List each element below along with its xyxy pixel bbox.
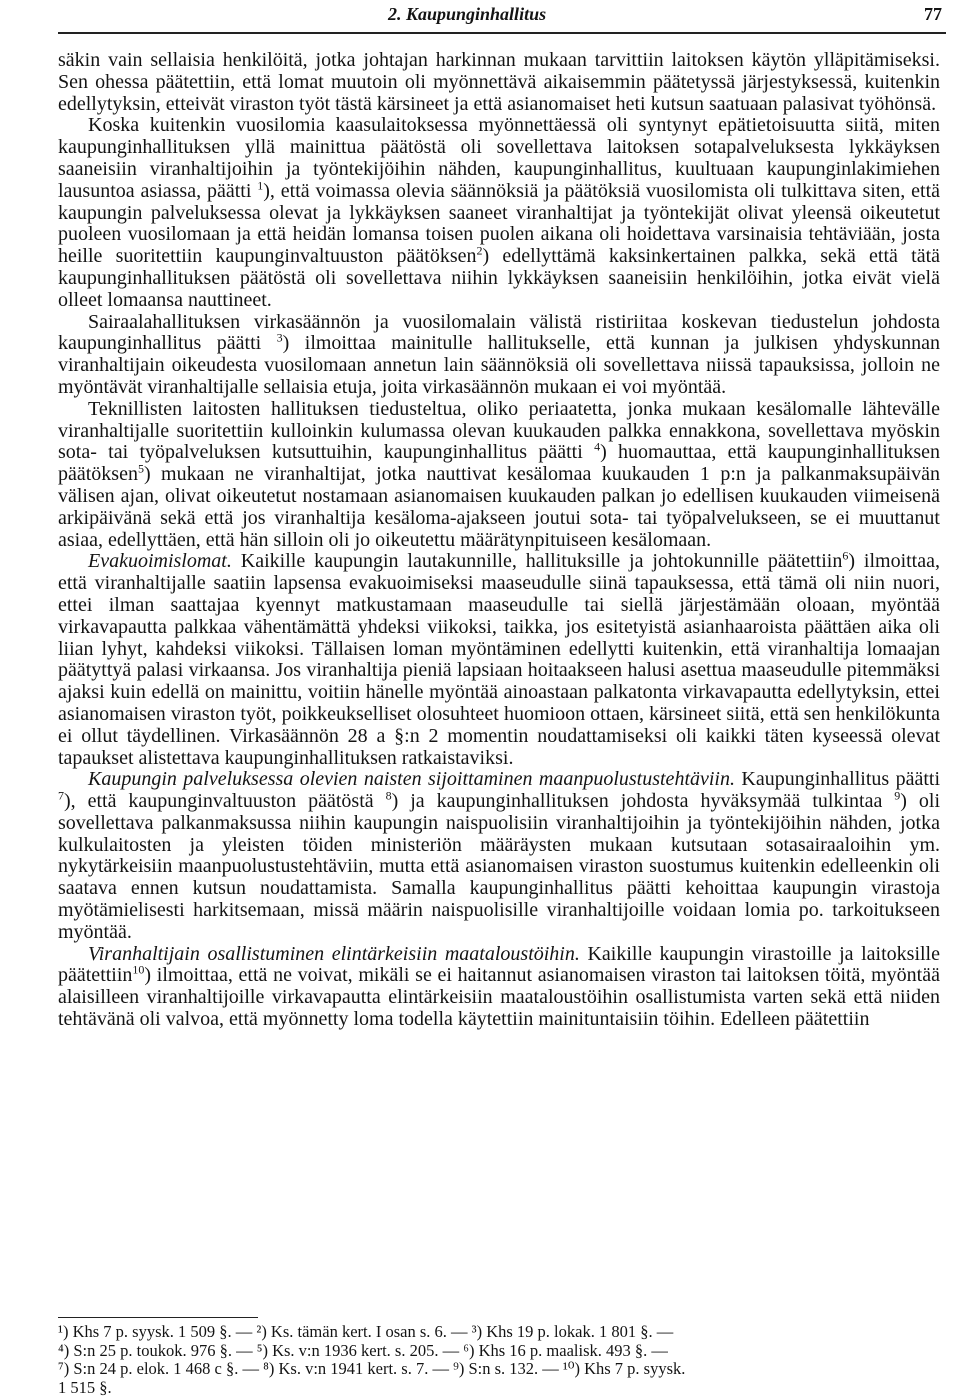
paragraph-text: Sairaalahallituksen virkasäännön ja vuosilomalain välistä ristiriitaa koskevan tiedustelun johdosta kaupunginhallitus päätti [58,310,940,355]
paragraph-text: ) ilmoittaa mainitulle hallitukselle, että kunnan ja julkisen yhdyskunnan viranhaltijain oikeudesta vuosilomaan annetun lain säännöksiä oli sovellettava niissä tapauksissa, jolloin ne myöntävät viranhaltijalle sellaisia etuja, joita virkasäännön mukaan ei voi myöntää. [58,332,941,398]
paragraph-text: ) ilmoittaa, että ne voivat, mikäli se ei haitannut asianomaisen viraston tai laitoksen töitä, myöntää alaisilleen viranhaltijoille virkavapautta elintärkeisiin maataloustöihin osallistumista varten sekä että niiden tehtävänä oli valvoa, että myönnetty loma todella käytettiin mainituntaisiin töihin. Edelleen päätettiin [58,964,940,1031]
footnote-ref: 5 [137,461,144,476]
paragraph [58,50,940,115]
paragraph-text: Kaupunginhallitus päätti [735,768,941,791]
footnote-ref: 10 [132,962,145,977]
chapter-title: 2. Kaupunginhallitus [388,4,547,24]
footnote-ref: 8 [385,788,392,803]
footnote-line: 1 515 §. [58,1377,112,1397]
paragraph [58,944,940,1031]
section-heading: Evakuoimislomat. [88,550,232,573]
footnote-ref: 6 [842,548,849,563]
footnote-line: ⁷) S:n 24 p. elok. 1 468 c §. — ⁸) Ks. v:n 1941 kert. s. 7. — ⁹) S:n s. 132. — ¹⁰) Khs 7 p. syysk. [58,1359,686,1378]
section-heading: Viranhaltijain osallistuminen elintärkeisiin maataloustöihin. [88,942,580,965]
paragraph-text: ), että kaupunginvaltuuston päätöstä [64,790,374,813]
paragraph [58,115,940,311]
footnote-line: ⁴) S:n 25 p. toukok. 976 §. — ⁵) Ks. v:n 1936 kert. s. 205. — ⁶) Khs 16 p. maalisk. 493 §. — [58,1340,668,1360]
footnotes [58,1323,940,1397]
paragraph-text: Kaikille kaupungin virastoille ja laitoksille päätettiin [58,942,940,987]
paragraph-text: ) edellyttämä kaksinkertainen palkka, sekä että tätä kaupunginhallituksen päätöstä oli sovellettava niihin lykkäyksen saaneisiin henkilöihin, jotka eivät vielä olleet lomaansa nauttineet. [58,245,940,311]
running-header [58,0,946,34]
footnote-ref: 2 [476,243,483,258]
paragraph-text: säkin vain sellaisia henkilöitä, jotka johtajan harkinnan mukaan tarvittiin laitoksen käytön ylläpitämiseksi. Sen ohessa päätettiin, että lomat muutoin oli myönnettävä aikaisemmin päätetyssä järjestyksessä, kuitenkin edellytyksin, etteivät viraston työt tästä kärsineet ja että asianomaiset heti kutsun saatuaan palasivat työhönsä. [58,49,940,115]
footnote-ref: 9 [894,788,901,803]
paragraph [58,399,940,552]
section-heading: Kaupungin palveluksessa olevien naisten sijoittaminen maanpuolustustehtäviin. [88,768,735,791]
footnote-ref: 4 [594,439,601,454]
paragraph-text: ) ja kaupunginhallituksen johdosta hyväksymää tulkintaa [391,790,883,813]
paragraph-text: Teknillisten laitosten hallituksen tiedusteltua, oliko periaatetta, jonka mukaan kesälomalle lähtevälle viranhaltijalle suoritettiin kulloinkin kulumassa olevan kuukauden palkka ennakkona, sovellettava myöskin sota- tai työpalveluksen kutsuttuihin, kaupunginhallitus päätti [58,397,940,464]
paragraph [58,769,940,943]
footnote-line: ¹) Khs 7 p. syysk. 1 509 §. — ²) Ks. tämän kert. I osan s. 6. — ³) Khs 19 p. lokak. 1 801 §. — [58,1322,674,1341]
paragraph-text: Kaikille kaupungin lautakunnille, hallituksille ja johtokunnille päätettiin [231,550,843,573]
body-text [58,50,940,1031]
paragraph [58,548,940,769]
paragraph-text: Koska kuitenkin vuosilomia kaasulaitoksessa myönnettäessä oli syntynyt epätietoisuutta siitä, miten kaupunginhallituksen yllä mainittua päätöstä oli sovellettava laitoksen sotapalveluksesta lykkäyksen saaneisiin viranhaltijoihin ja työntekijöihin nähden, kaupunginhallitus, kuultuaan kaupunginlakimiehen lausuntoa asiassa, päätti [58,114,940,202]
footnote-ref: 3 [276,330,283,345]
footnote-ref: 1 [257,178,264,193]
footnote-divider [58,1317,258,1318]
paragraph-text: ) oli sovellettava palkanmaksussa niihin kaupungin naispuolisiin viranhaltijoihin ja työntekijöihin nähden, jotka kulkulaitosten ja yleisten töiden ministeriön määräysten mukaan kutsutaan sotasairaaloihin ym. nykytärkeisiin maanpuolustustehtäviin, mutta että asianomaisen viraston suostumus kuitenkin edelleenkin oli saatava ennen kutsun noudattamista. Samalla kaupunginhallitus päätti kehoittaa kaupungin virastoja myötämielisesti harkitsemaan, missä määrin naispuolisille viranhaltijoille voidaan lomia po. tarkoitukseen myöntää. [58,790,941,943]
paragraph-text: ) mukaan ne viranhaltijat, jotka nauttivat kesälomaa kuukauden 1 p:n ja palkanmaksupäivän välisen ajan, olivat oikeutetut nostamaan asianomaisen kuukauden palkan jo edellisen kuukauden viimeisenä arkipäivänä sekä että jos viranhaltija kesäloma-ajakseen joutui sota- tai työpalvelukseen, se ei muuttanut asiaa, edellyttäen, että hän silloin oli jo oikeutettu määrätynpituiseen kesälomaan. [58,463,940,551]
paragraph-text: ), että voimassa olevia säännöksiä ja päätöksiä vuosilomista oli tulkittava siten, että kaupungin palveluksessa olevat ja lykkäyksen saaneet viranhaltijat ja työntekijät olivat yleensä oikeutetut puoleen vuosilomaan ja että heidän lomansa toisen puolen aikana oli hoidettava varsinaisia tehtäviään, josta heille suoritettiin kaupunginvaltuuston päätöksen [58,179,941,268]
paragraph-text: ) huomauttaa, että kaupunginhallituksen päätöksen [58,441,941,486]
paragraph-text: ) ilmoittaa, että viranhaltijalle saatiin lapsensa evakuoimiseksi maaseudulle siinä tapauksessa, että tämä oli niin nuori, ettei ilman saattajaa kyennyt matkustamaan maaseudulle tai siellä järjestämään oloaan, myöntää virkavapautta palkkaa vähentämättä yhdeksi viikoksi, taikka, jos esitetyistä asianhaaroista päättäen aika oli liian lyhyt, kahdeksi viikoksi. Tällaisen loman myöntäminen edellytti kuitenkin, että viranhaltija lomaajan päätyttyä palasi virkaansa. Jos viranhaltija pieniä lapsiaan hoitaakseen halusi asettua maaseudulle pitemmäksi ajaksi kuin edellä on mainittu, voitiin hänelle myöntää ainoastaan palkatonta virkavapautta edellytyksin, ettei asianomaisen viraston työt, poikkeukselliset olosuhteet huomioon ottaen, kärsineet siitä, että sen henkilökunta ei ollut täydellinen. Virkasäännön 28 a §:n 2 momentin noudattamiseksi oli kaikki täten kyseessä olevat tapaukset alistettava kaupunginhallituksen ratkaistaviksi. [58,550,940,769]
footnote-ref: 7 [58,788,64,803]
page-number: 77 [924,4,942,24]
paragraph [58,312,940,399]
